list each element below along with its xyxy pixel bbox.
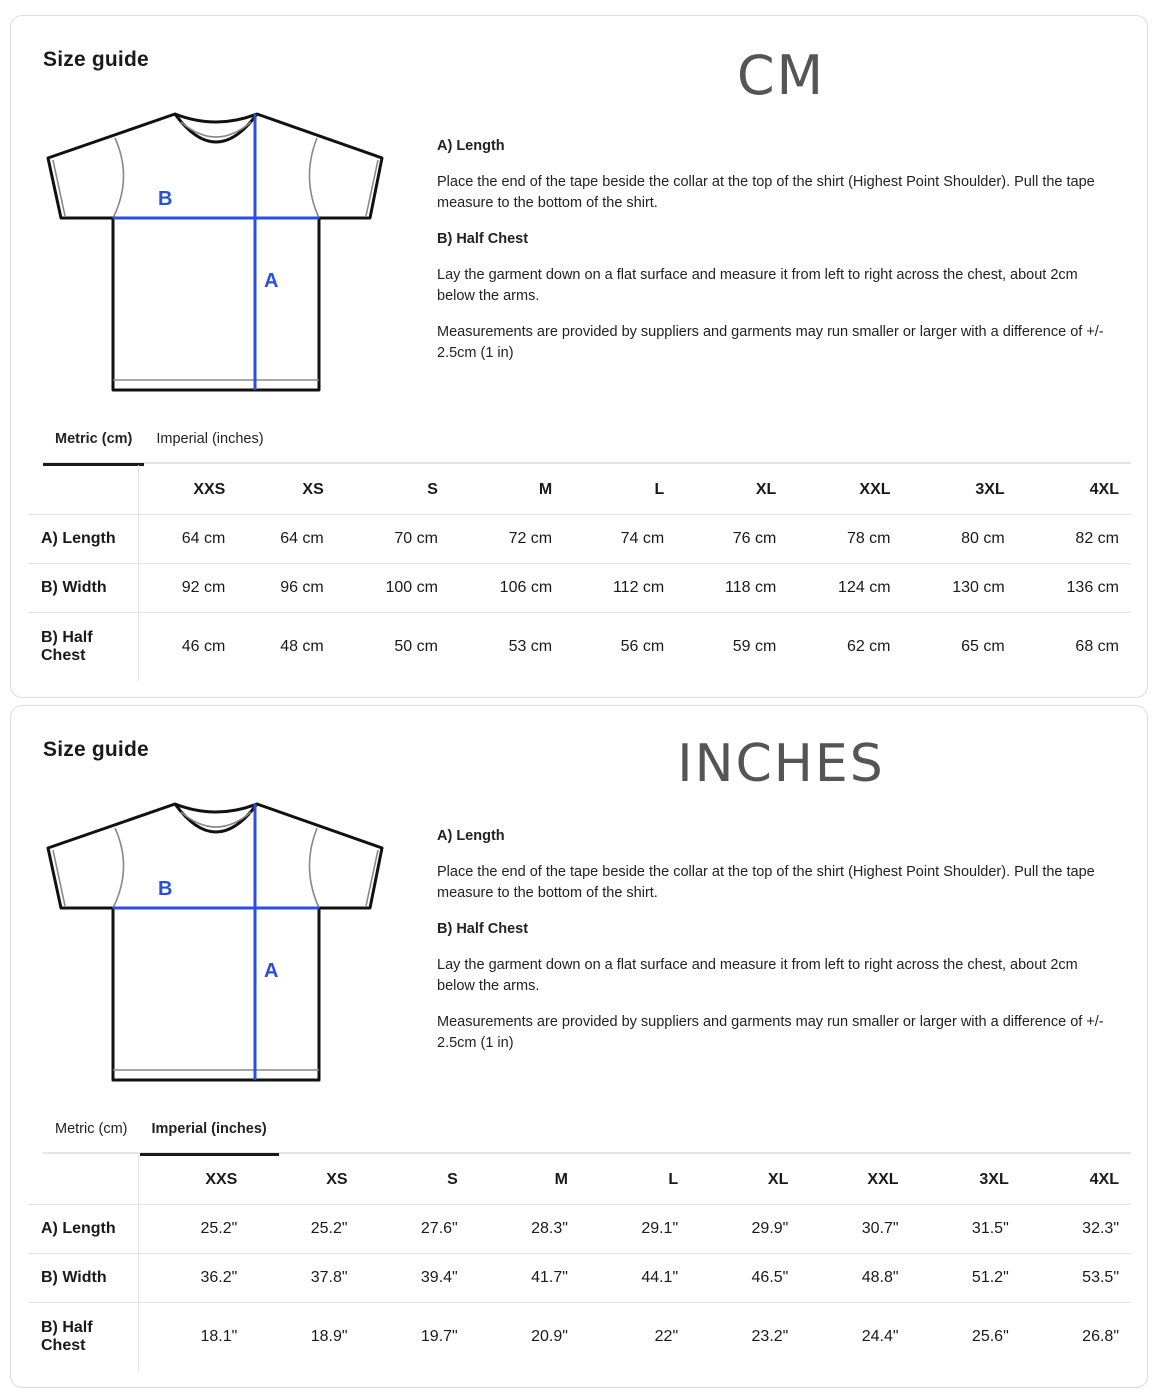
table-cell: 70 cm bbox=[336, 514, 450, 563]
table-cell: 46 cm bbox=[181, 637, 226, 655]
size-guide-panel-cm bbox=[10, 15, 1148, 698]
table-cell: 65 cm bbox=[961, 637, 1005, 655]
table-cell: 27.6" bbox=[360, 1204, 470, 1253]
table-cell: 112 cm bbox=[564, 563, 676, 612]
diagram-label-b: B bbox=[158, 878, 173, 900]
table-cell: 25.2" bbox=[138, 1204, 249, 1253]
tshirt-measurement-diagram bbox=[45, 108, 387, 393]
table-cell: 106 cm bbox=[450, 563, 564, 612]
size-table bbox=[28, 465, 1131, 681]
table-cell: 96 cm bbox=[237, 563, 335, 612]
table-cell: 26.8" bbox=[1082, 1327, 1119, 1345]
table-cell: 31.5" bbox=[911, 1204, 1021, 1253]
table-cell: 39.4" bbox=[360, 1253, 470, 1302]
length-heading: A) Length bbox=[437, 138, 505, 154]
size-header: XXL bbox=[788, 465, 902, 514]
table-cell: 44.1" bbox=[580, 1253, 690, 1302]
measurement-note: Measurements are provided by suppliers and garments may run smaller or larger with a difference of +/- 2.5cm (1 in) bbox=[437, 1014, 1104, 1051]
size-header: XS bbox=[249, 1155, 359, 1204]
table-cell: 25.2" bbox=[249, 1204, 359, 1253]
unit-tabs bbox=[43, 1110, 1131, 1154]
unit-title: CM bbox=[736, 44, 826, 107]
table-cell: 24.4" bbox=[861, 1327, 899, 1345]
table-corner-cell bbox=[28, 465, 138, 514]
table-cell: 56 cm bbox=[620, 637, 665, 655]
size-header: L bbox=[564, 465, 676, 514]
length-heading: A) Length bbox=[437, 828, 505, 844]
table-row-half-chest bbox=[28, 612, 1131, 681]
table-row-width bbox=[28, 1253, 1131, 1302]
table-cell: 78 cm bbox=[788, 514, 902, 563]
size-table bbox=[28, 1155, 1131, 1371]
size-header: 3XL bbox=[911, 1155, 1021, 1204]
table-cell: 19.7" bbox=[420, 1327, 458, 1345]
table-cell: 59 cm bbox=[732, 637, 777, 655]
table-cell: 20.9" bbox=[531, 1327, 568, 1345]
row-label: B) Width bbox=[28, 1253, 138, 1302]
size-header: M bbox=[470, 1155, 580, 1204]
table-cell: 68 cm bbox=[1075, 637, 1119, 655]
tab-metric[interactable]: Metric (cm) bbox=[43, 420, 144, 464]
table-cell: 29.1" bbox=[580, 1204, 690, 1253]
length-text: Place the end of the tape beside the collar at the top of the shirt (Highest Point Shoulder). Pull the tape measure to the bottom of the shirt. bbox=[437, 864, 1095, 901]
size-header-row bbox=[28, 1155, 1131, 1204]
row-label-line2: Chest bbox=[41, 1336, 86, 1354]
table-cell: 30.7" bbox=[800, 1204, 910, 1253]
half-chest-heading: B) Half Chest bbox=[437, 921, 529, 937]
table-cell: 23.2" bbox=[751, 1327, 789, 1345]
table-cell: 41.7" bbox=[470, 1253, 580, 1302]
table-row-half-chest bbox=[28, 1302, 1131, 1371]
table-cell: 130 cm bbox=[903, 563, 1017, 612]
row-label: A) Length bbox=[28, 1204, 138, 1253]
length-text: Place the end of the tape beside the collar at the top of the shirt (Highest Point Shoulder). Pull the tape measure to the bottom of the shirt. bbox=[437, 174, 1095, 211]
table-cell: 72 cm bbox=[450, 514, 564, 563]
table-cell: 29.9" bbox=[690, 1204, 800, 1253]
size-header: XXS bbox=[138, 465, 237, 514]
size-header: 4XL bbox=[1021, 1155, 1131, 1204]
size-header: L bbox=[580, 1155, 690, 1204]
size-guide-title: Size guide bbox=[43, 48, 149, 71]
size-header: XL bbox=[676, 465, 788, 514]
table-cell: 25.6" bbox=[971, 1327, 1009, 1345]
table-cell: 18.9" bbox=[310, 1327, 348, 1345]
table-cell: 100 cm bbox=[336, 563, 450, 612]
table-cell: 51.2" bbox=[911, 1253, 1021, 1302]
unit-tabs bbox=[43, 420, 1131, 464]
table-cell: 53 cm bbox=[508, 637, 553, 655]
unit-title: INCHES bbox=[677, 734, 885, 794]
measurement-instructions bbox=[437, 136, 1117, 379]
table-cell: 53.5" bbox=[1021, 1253, 1131, 1302]
size-header: 4XL bbox=[1017, 465, 1131, 514]
size-guide-panel-inches bbox=[10, 705, 1148, 1388]
row-label-line1: B) Half bbox=[41, 628, 93, 646]
row-label: B) Width bbox=[28, 563, 138, 612]
table-row-width bbox=[28, 563, 1131, 612]
measurement-note: Measurements are provided by suppliers and garments may run smaller or larger with a difference of +/- 2.5cm (1 in) bbox=[437, 324, 1104, 361]
table-cell: 76 cm bbox=[676, 514, 788, 563]
half-chest-heading: B) Half Chest bbox=[437, 231, 529, 247]
diagram-label-a: A bbox=[264, 960, 279, 982]
table-cell: 80 cm bbox=[903, 514, 1017, 563]
measurement-instructions bbox=[437, 826, 1117, 1069]
size-header: XS bbox=[237, 465, 335, 514]
table-row-length bbox=[28, 514, 1131, 563]
tshirt-measurement-diagram bbox=[45, 798, 387, 1083]
size-header: XL bbox=[690, 1155, 800, 1204]
table-cell: 32.3" bbox=[1021, 1204, 1131, 1253]
row-label bbox=[28, 1302, 138, 1371]
tab-imperial[interactable]: Imperial (inches) bbox=[156, 431, 264, 447]
tab-imperial[interactable]: Imperial (inches) bbox=[140, 1110, 279, 1154]
table-cell: 92 cm bbox=[138, 563, 237, 612]
table-cell: 50 cm bbox=[394, 637, 438, 655]
table-cell: 18.1" bbox=[200, 1327, 238, 1345]
row-label bbox=[28, 612, 138, 681]
half-chest-text: Lay the garment down on a flat surface and measure it from left to right across the chest, about 2cm below the arms. bbox=[437, 957, 1078, 994]
tab-metric[interactable]: Metric (cm) bbox=[55, 1121, 128, 1137]
half-chest-text: Lay the garment down on a flat surface and measure it from left to right across the chest, about 2cm below the arms. bbox=[437, 267, 1078, 304]
table-cell: 36.2" bbox=[138, 1253, 249, 1302]
diagram-label-b: B bbox=[158, 188, 173, 210]
size-header: 3XL bbox=[903, 465, 1017, 514]
table-corner-cell bbox=[28, 1155, 138, 1204]
table-cell: 22" bbox=[654, 1327, 679, 1345]
table-cell: 82 cm bbox=[1017, 514, 1131, 563]
size-header-row bbox=[28, 465, 1131, 514]
table-cell: 136 cm bbox=[1017, 563, 1131, 612]
size-header: S bbox=[336, 465, 450, 514]
table-cell: 118 cm bbox=[676, 563, 788, 612]
table-cell: 64 cm bbox=[138, 514, 237, 563]
size-header: XXL bbox=[800, 1155, 910, 1204]
table-cell: 124 cm bbox=[788, 563, 902, 612]
table-cell: 28.3" bbox=[470, 1204, 580, 1253]
size-guide-title: Size guide bbox=[43, 738, 149, 761]
row-label-line1: B) Half bbox=[41, 1318, 93, 1336]
table-cell: 37.8" bbox=[249, 1253, 359, 1302]
row-label: A) Length bbox=[28, 514, 138, 563]
size-header: M bbox=[450, 465, 564, 514]
size-header: S bbox=[360, 1155, 470, 1204]
size-header: XXS bbox=[138, 1155, 249, 1204]
row-label-line2: Chest bbox=[41, 646, 86, 664]
table-cell: 46.5" bbox=[690, 1253, 800, 1302]
table-cell: 64 cm bbox=[237, 514, 335, 563]
table-cell: 74 cm bbox=[564, 514, 676, 563]
table-row-length bbox=[28, 1204, 1131, 1253]
diagram-label-a: A bbox=[264, 270, 279, 292]
table-cell: 48 cm bbox=[280, 637, 324, 655]
table-cell: 62 cm bbox=[846, 637, 891, 655]
table-cell: 48.8" bbox=[800, 1253, 910, 1302]
